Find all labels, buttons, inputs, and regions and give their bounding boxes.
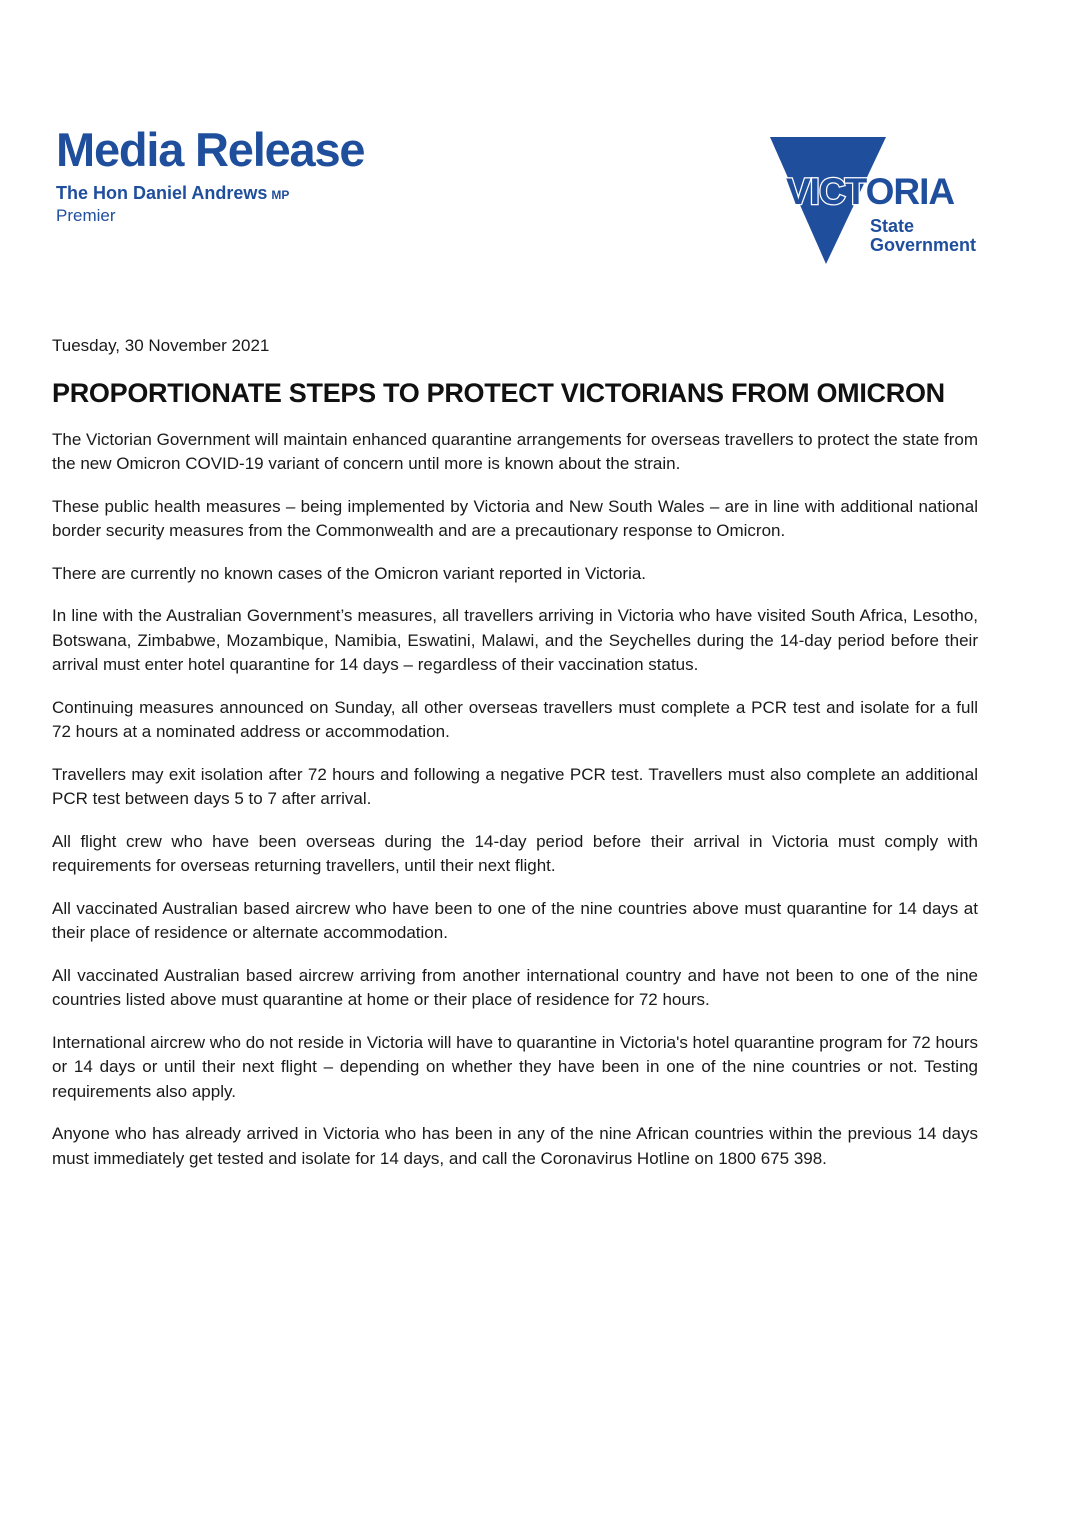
release-content	[52, 334, 978, 1189]
paragraph: All vaccinated Australian based aircrew who have been to one of the nine countries above must quarantine for 14 days at their place of residence or alternate accommodation.	[52, 898, 978, 942]
paragraph: There are currently no known cases of the Omicron variant reported in Victoria.	[52, 563, 647, 583]
logo-line-government: Government	[870, 235, 977, 255]
minister-suffix: MP	[271, 188, 290, 202]
victoria-state-government-logo	[768, 134, 998, 268]
minister-role: Premier	[56, 206, 116, 225]
paragraph: Anyone who has already arrived in Victoria who has been in any of the nine African countries within the previous 14 days must immediately get tested and isolate for 14 days, and call the Coronavirus Hotline on 1800 675 398.	[52, 1124, 978, 1168]
release-date: Tuesday, 30 November 2021	[52, 336, 270, 355]
masthead	[56, 124, 364, 226]
release-headline: PROPORTIONATE STEPS TO PROTECT VICTORIANS FROM OMICRON	[52, 377, 945, 408]
logo-line-state: State	[870, 216, 915, 236]
paragraph: International aircrew who do not reside in Victoria will have to quarantine in Victoria's hotel quarantine program for 72 hours or 14 days or until their next flight – depending on whether they have been in one of the nine countries or not. Testing requirements also apply.	[52, 1032, 978, 1101]
minister-name	[56, 182, 364, 206]
logo-wordmark: VICTORIA	[786, 171, 955, 212]
paragraph: These public health measures – being implemented by Victoria and New South Wales – are in line with additional national border security measures from the Commonwealth and are a precautionary response to Omicron.	[52, 496, 978, 540]
minister-name-text: The Hon Daniel Andrews	[56, 183, 268, 203]
media-release-title: Media Release	[56, 123, 365, 176]
paragraph: Continuing measures announced on Sunday, all other overseas travellers must complete a PCR test and isolate for a full 72 hours at a nominated address or accommodation.	[52, 697, 978, 741]
paragraph: In line with the Australian Government’s measures, all travellers arriving in Victoria who have visited South Africa, Lesotho, Botswana, Zimbabwe, Mozambique, Namibia, Eswatini, Malawi, and the Seychelles during the 14-day period before their arrival must enter hotel quarantine for 14 days – regardless of their vaccination status.	[52, 606, 978, 674]
paragraph: The Victorian Government will maintain enhanced quarantine arrangements for overseas travellers to protect the state from the new Omicron COVID-19 variant of concern until more is known about the strain.	[52, 429, 978, 473]
paragraph: All flight crew who have been overseas during the 14-day period before their arrival in Victoria must comply with requirements for overseas returning travellers, until their next flight.	[52, 831, 978, 875]
paragraph: All vaccinated Australian based aircrew arriving from another international country and have not been to one of the nine countries listed above must quarantine at home or their place of residence for 72 hours.	[52, 965, 978, 1009]
paragraph: Travellers may exit isolation after 72 hours and following a negative PCR test. Travellers must also complete an additional PCR test between days 5 to 7 after arrival.	[52, 764, 978, 808]
